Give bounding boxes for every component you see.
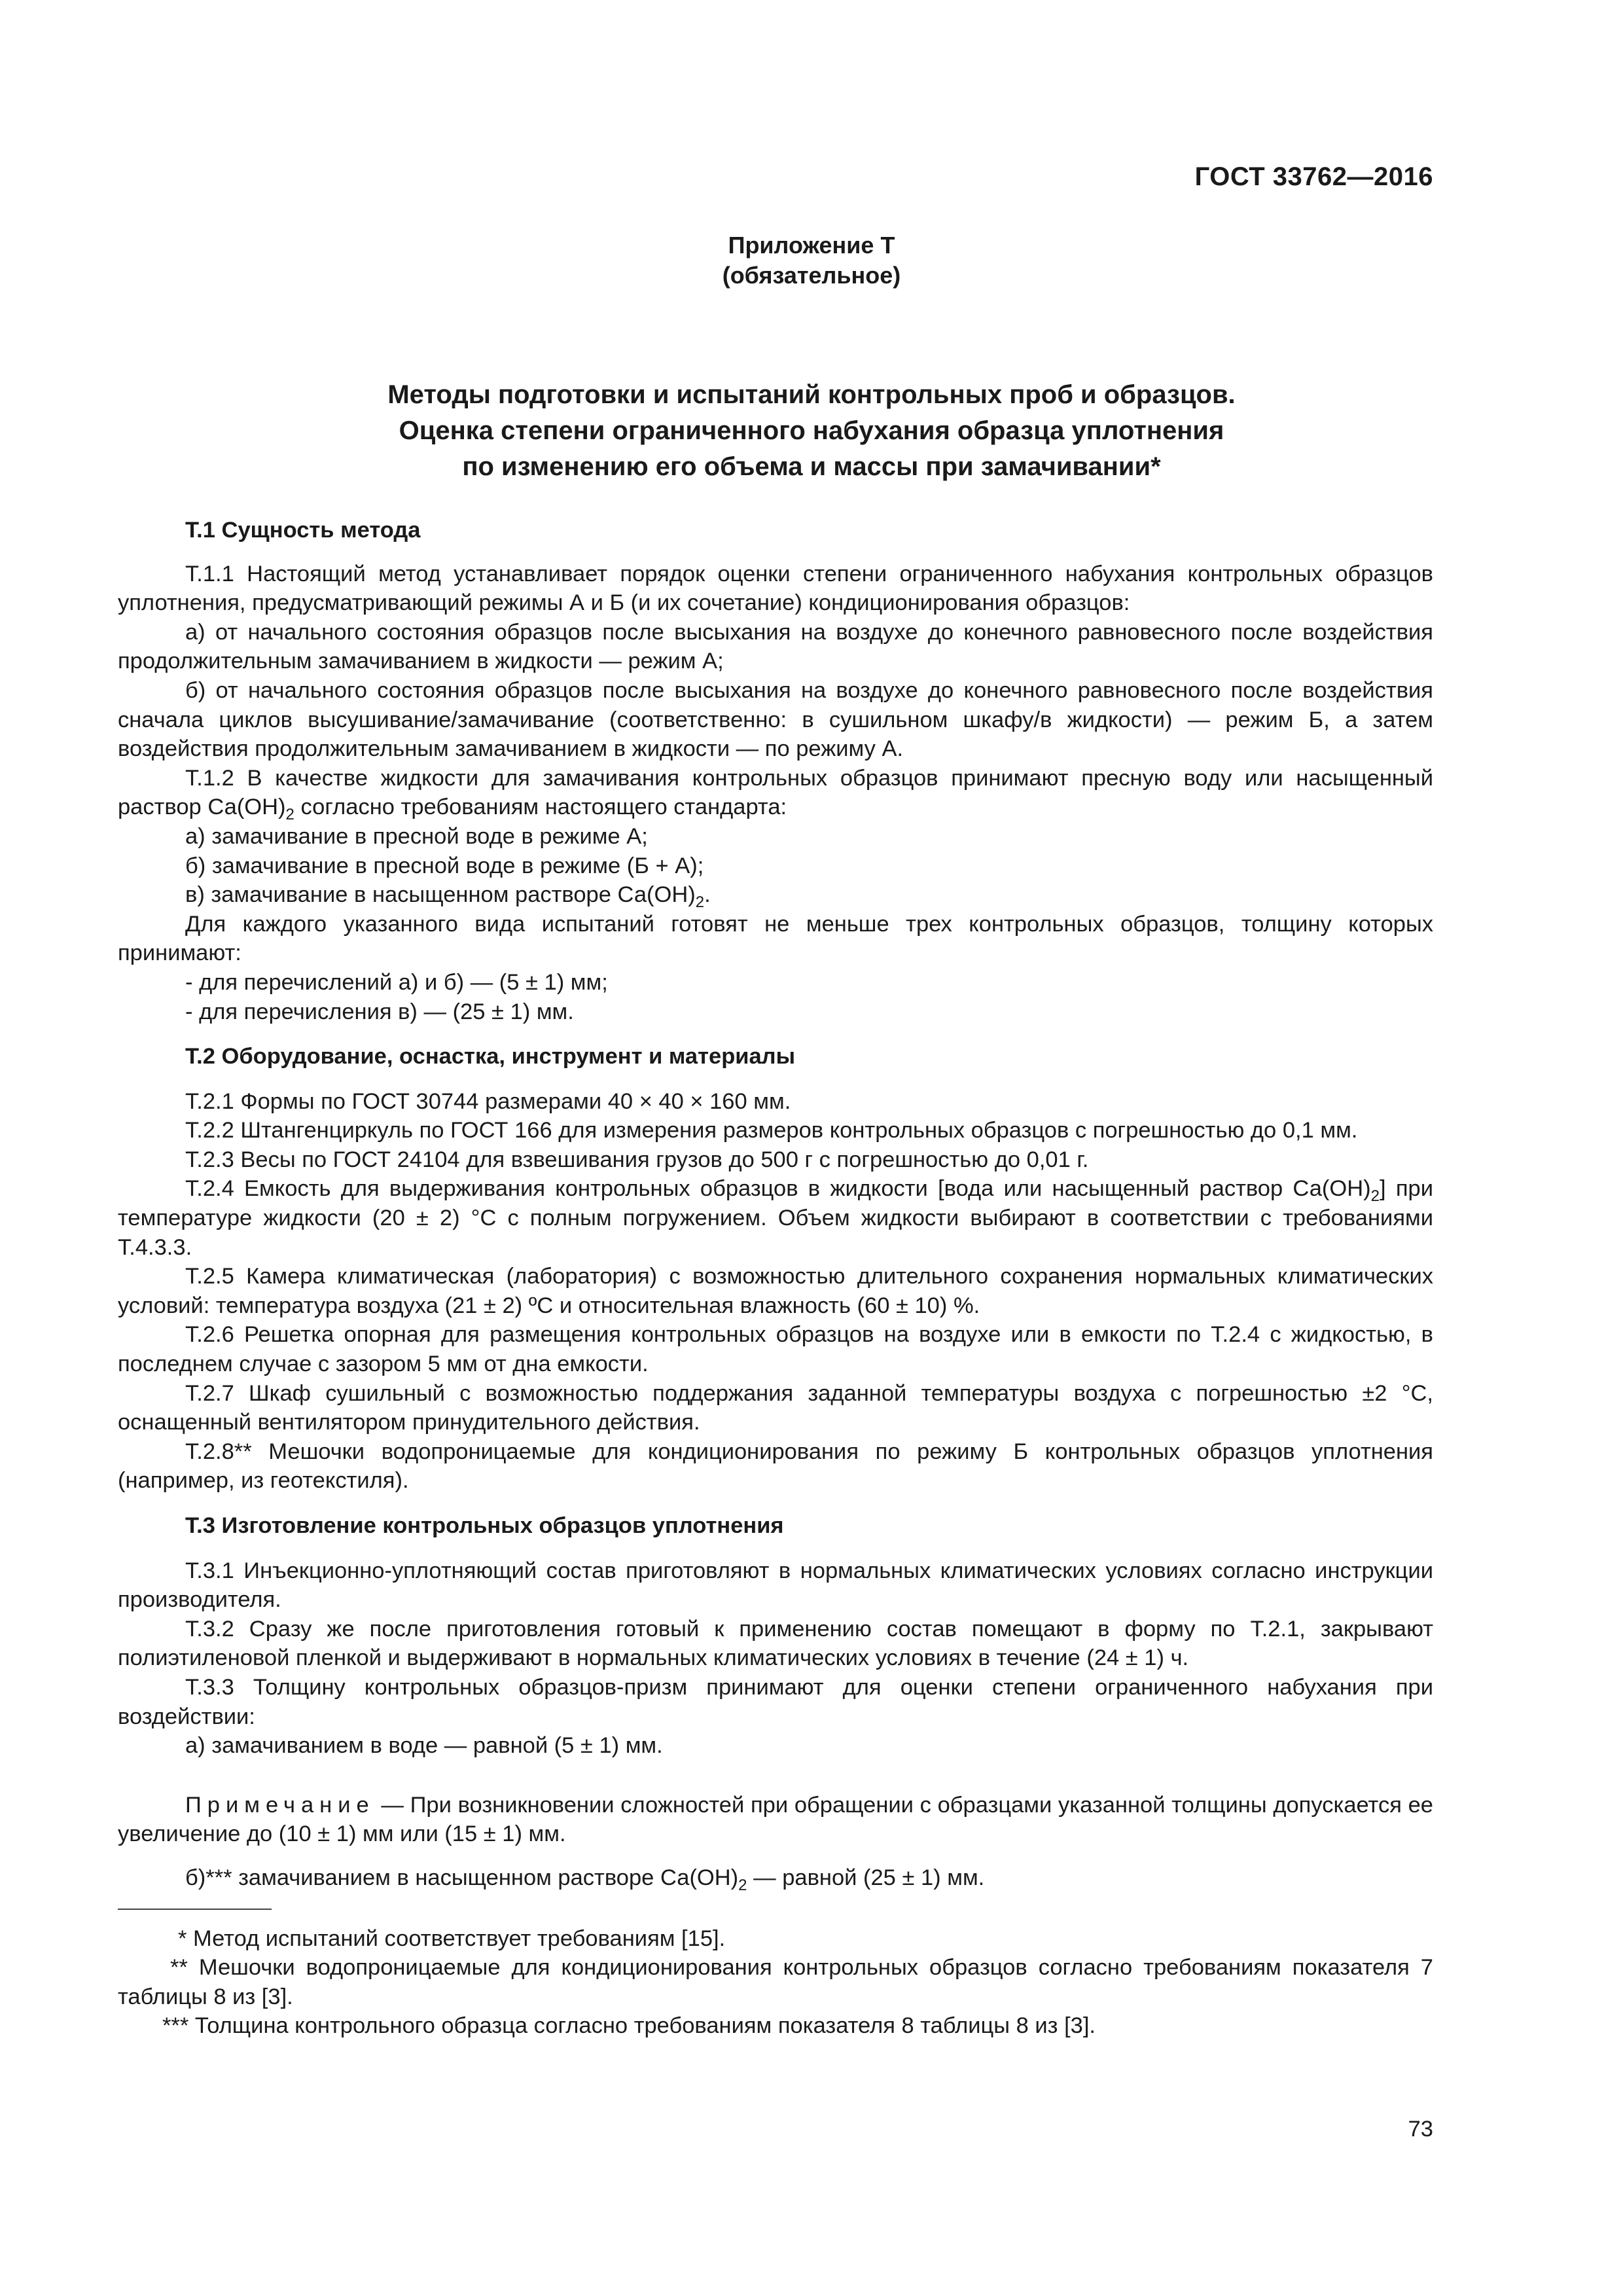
section-heading-t1: Т.1 Сущность метода — [185, 518, 421, 543]
paragraph: Для каждого указанного вида испытаний готовят не меньше трех контрольных образцов, толщину которых принимают: — [118, 911, 1433, 966]
text-run: Т.1.2 В качестве жидкости для замачивания контрольных образцов принимают пресную воду или насыщенный раствор Са(ОН) — [118, 765, 1433, 820]
list-item: - для перечислений а) и б) — (5 ± 1) мм; — [185, 969, 608, 995]
document-body — [118, 516, 1433, 2041]
paragraph: Т.2.6 Решетка опорная для размещения контрольных образцов на воздухе или в емкости по Т.2.4 с жидкостью, в последнем случае с зазором 5 мм от дна емкости. — [118, 1322, 1433, 1377]
annex-title: Приложение Т — [728, 232, 895, 259]
paragraph — [118, 764, 1433, 822]
section-heading-t3: Т.3 Изготовление контрольных образцов уплотнения — [185, 1513, 784, 1538]
list-item: а) замачиванием в воде — равной (5 ± 1) мм. — [185, 1733, 663, 1759]
list-item — [118, 1863, 1433, 1893]
paragraph: а) от начального состояния образцов после высыхания на воздухе до конечного равновесного после воздействия продолжительным замачиванием в жидкости — режим А; — [118, 619, 1433, 674]
standard-code: ГОСТ 33762—2016 — [1194, 162, 1433, 191]
paragraph: Т.2.8** Мешочки водопроницаемые для кондиционирования по режиму Б контрольных образцов уплотнения (например, из геотекстиля). — [118, 1439, 1433, 1494]
paragraph: Т.2.3 Весы по ГОСТ 24104 для взвешивания грузов до 500 г с погрешностью до 0,01 г. — [185, 1147, 1089, 1172]
text-run: . — [704, 882, 711, 908]
text-run: — равной (25 ± 1) мм. — [747, 1865, 985, 1890]
footnote: ** Мешочки водопроницаемые для кондиционирования контрольных образцов согласно требованиям показателя 7 таблицы 8 из [3]. — [118, 1955, 1433, 2009]
document-title — [0, 377, 1623, 485]
title-line-3: по изменению его объема и массы при замачивании* — [462, 452, 1161, 481]
annex-heading — [0, 230, 1623, 291]
footnote: *** Толщина контрольного образца согласно требованиям показателя 8 таблицы 8 из [3]. — [162, 2013, 1096, 2039]
footnote-divider — [118, 1909, 272, 1910]
list-item — [118, 880, 1433, 910]
annex-status: (обязательное) — [722, 262, 901, 289]
text-run: б)*** замачиванием в насыщенном растворе Са(ОН) — [185, 1865, 739, 1890]
note-label: Примечание — [185, 1792, 375, 1818]
paragraph — [118, 1174, 1433, 1262]
text-run: в) замачивание в насыщенном растворе Са(ОН) — [185, 882, 696, 908]
title-line-1: Методы подготовки и испытаний контрольных проб и образцов. — [387, 380, 1236, 409]
section-heading-t2: Т.2 Оборудование, оснастка, инструмент и материалы — [185, 1044, 796, 1069]
paragraph: Т.2.2 Штангенциркуль по ГОСТ 166 для измерения размеров контрольных образцов с погрешностью до 0,1 мм. — [185, 1118, 1358, 1143]
page-number: 73 — [1408, 2117, 1433, 2142]
paragraph: Т.2.7 Шкаф сушильный с возможностью поддержания заданной температуры воздуха с погрешностью ±2 °С, оснащенный вентилятором принудительного действия. — [118, 1380, 1433, 1435]
subscript: 2 — [738, 1876, 747, 1894]
subscript: 2 — [1370, 1187, 1380, 1206]
footnote: * Метод испытаний соответствует требованиям [15]. — [178, 1926, 726, 1951]
paragraph: Т.3.1 Инъекционно-уплотняющий состав приготовляют в нормальных климатических условиях согласно инструкции производителя. — [118, 1558, 1433, 1613]
paragraph: б) от начального состояния образцов после высыхания на воздухе до конечного равновесного после воздействия сначала циклов высушивание/замачивание (соответственно: в сушильном шкафу/в жидкости) — режим Б, а затем воздействия продолжительным замачиванием в жидкости — по режиму А. — [118, 677, 1433, 762]
paragraph: Т.3.2 Сразу же после приготовления готовый к применению состав помещают в форму по Т.2.1, закрывают полиэтиленовой пленкой и выдерживают в нормальных климатических условиях в течение (24 ± 1) ч. — [118, 1616, 1433, 1671]
paragraph: Т.2.1 Формы по ГОСТ 30744 размерами 40 × 40 × 160 мм. — [185, 1088, 791, 1114]
text-run: ] при температуре жидкости (20 ± 2) °С с полным погружением. Объем жидкости выбирают в соответствии с требованиями Т.4.3.3. — [118, 1176, 1433, 1260]
paragraph: Т.2.5 Камера климатическая (лаборатория) с возможностью длительного сохранения нормальных климатических условий: температура воздуха (21 ± 2) ºС и относительная влажность (60 ± 10) %. — [118, 1264, 1433, 1318]
subscript: 2 — [695, 893, 705, 912]
paragraph: Т.3.3 Толщину контрольных образцов-призм принимают для оценки степени ограниченного набухания при воздействии: — [118, 1674, 1433, 1729]
list-item: а) замачивание в пресной воде в режиме А; — [185, 823, 648, 849]
note — [118, 1791, 1433, 1849]
list-item: - для перечисления в) — (25 ± 1) мм. — [185, 999, 574, 1024]
paragraph: Т.1.1 Настоящий метод устанавливает порядок оценки степени ограниченного набухания контрольных образцов уплотнения, предусматривающий режимы А и Б (и их сочетание) кондиционирования образцов: — [118, 561, 1433, 616]
text-run: согласно требованиям настоящего стандарта: — [294, 795, 787, 820]
title-line-2: Оценка степени ограниченного набухания образца уплотнения — [399, 416, 1224, 445]
text-run: Т.2.4 Емкость для выдерживания контрольных образцов в жидкости [вода или насыщенный раствор Са(ОН) — [185, 1176, 1371, 1202]
list-item: б) замачивание в пресной воде в режиме (Б + А); — [185, 853, 704, 878]
note-text: — При возникновении сложностей при обращении с образцами указанной толщины допускается ее увеличение до (10 ± 1) мм или (15 ± 1) мм. — [118, 1792, 1433, 1847]
subscript: 2 — [285, 806, 294, 824]
